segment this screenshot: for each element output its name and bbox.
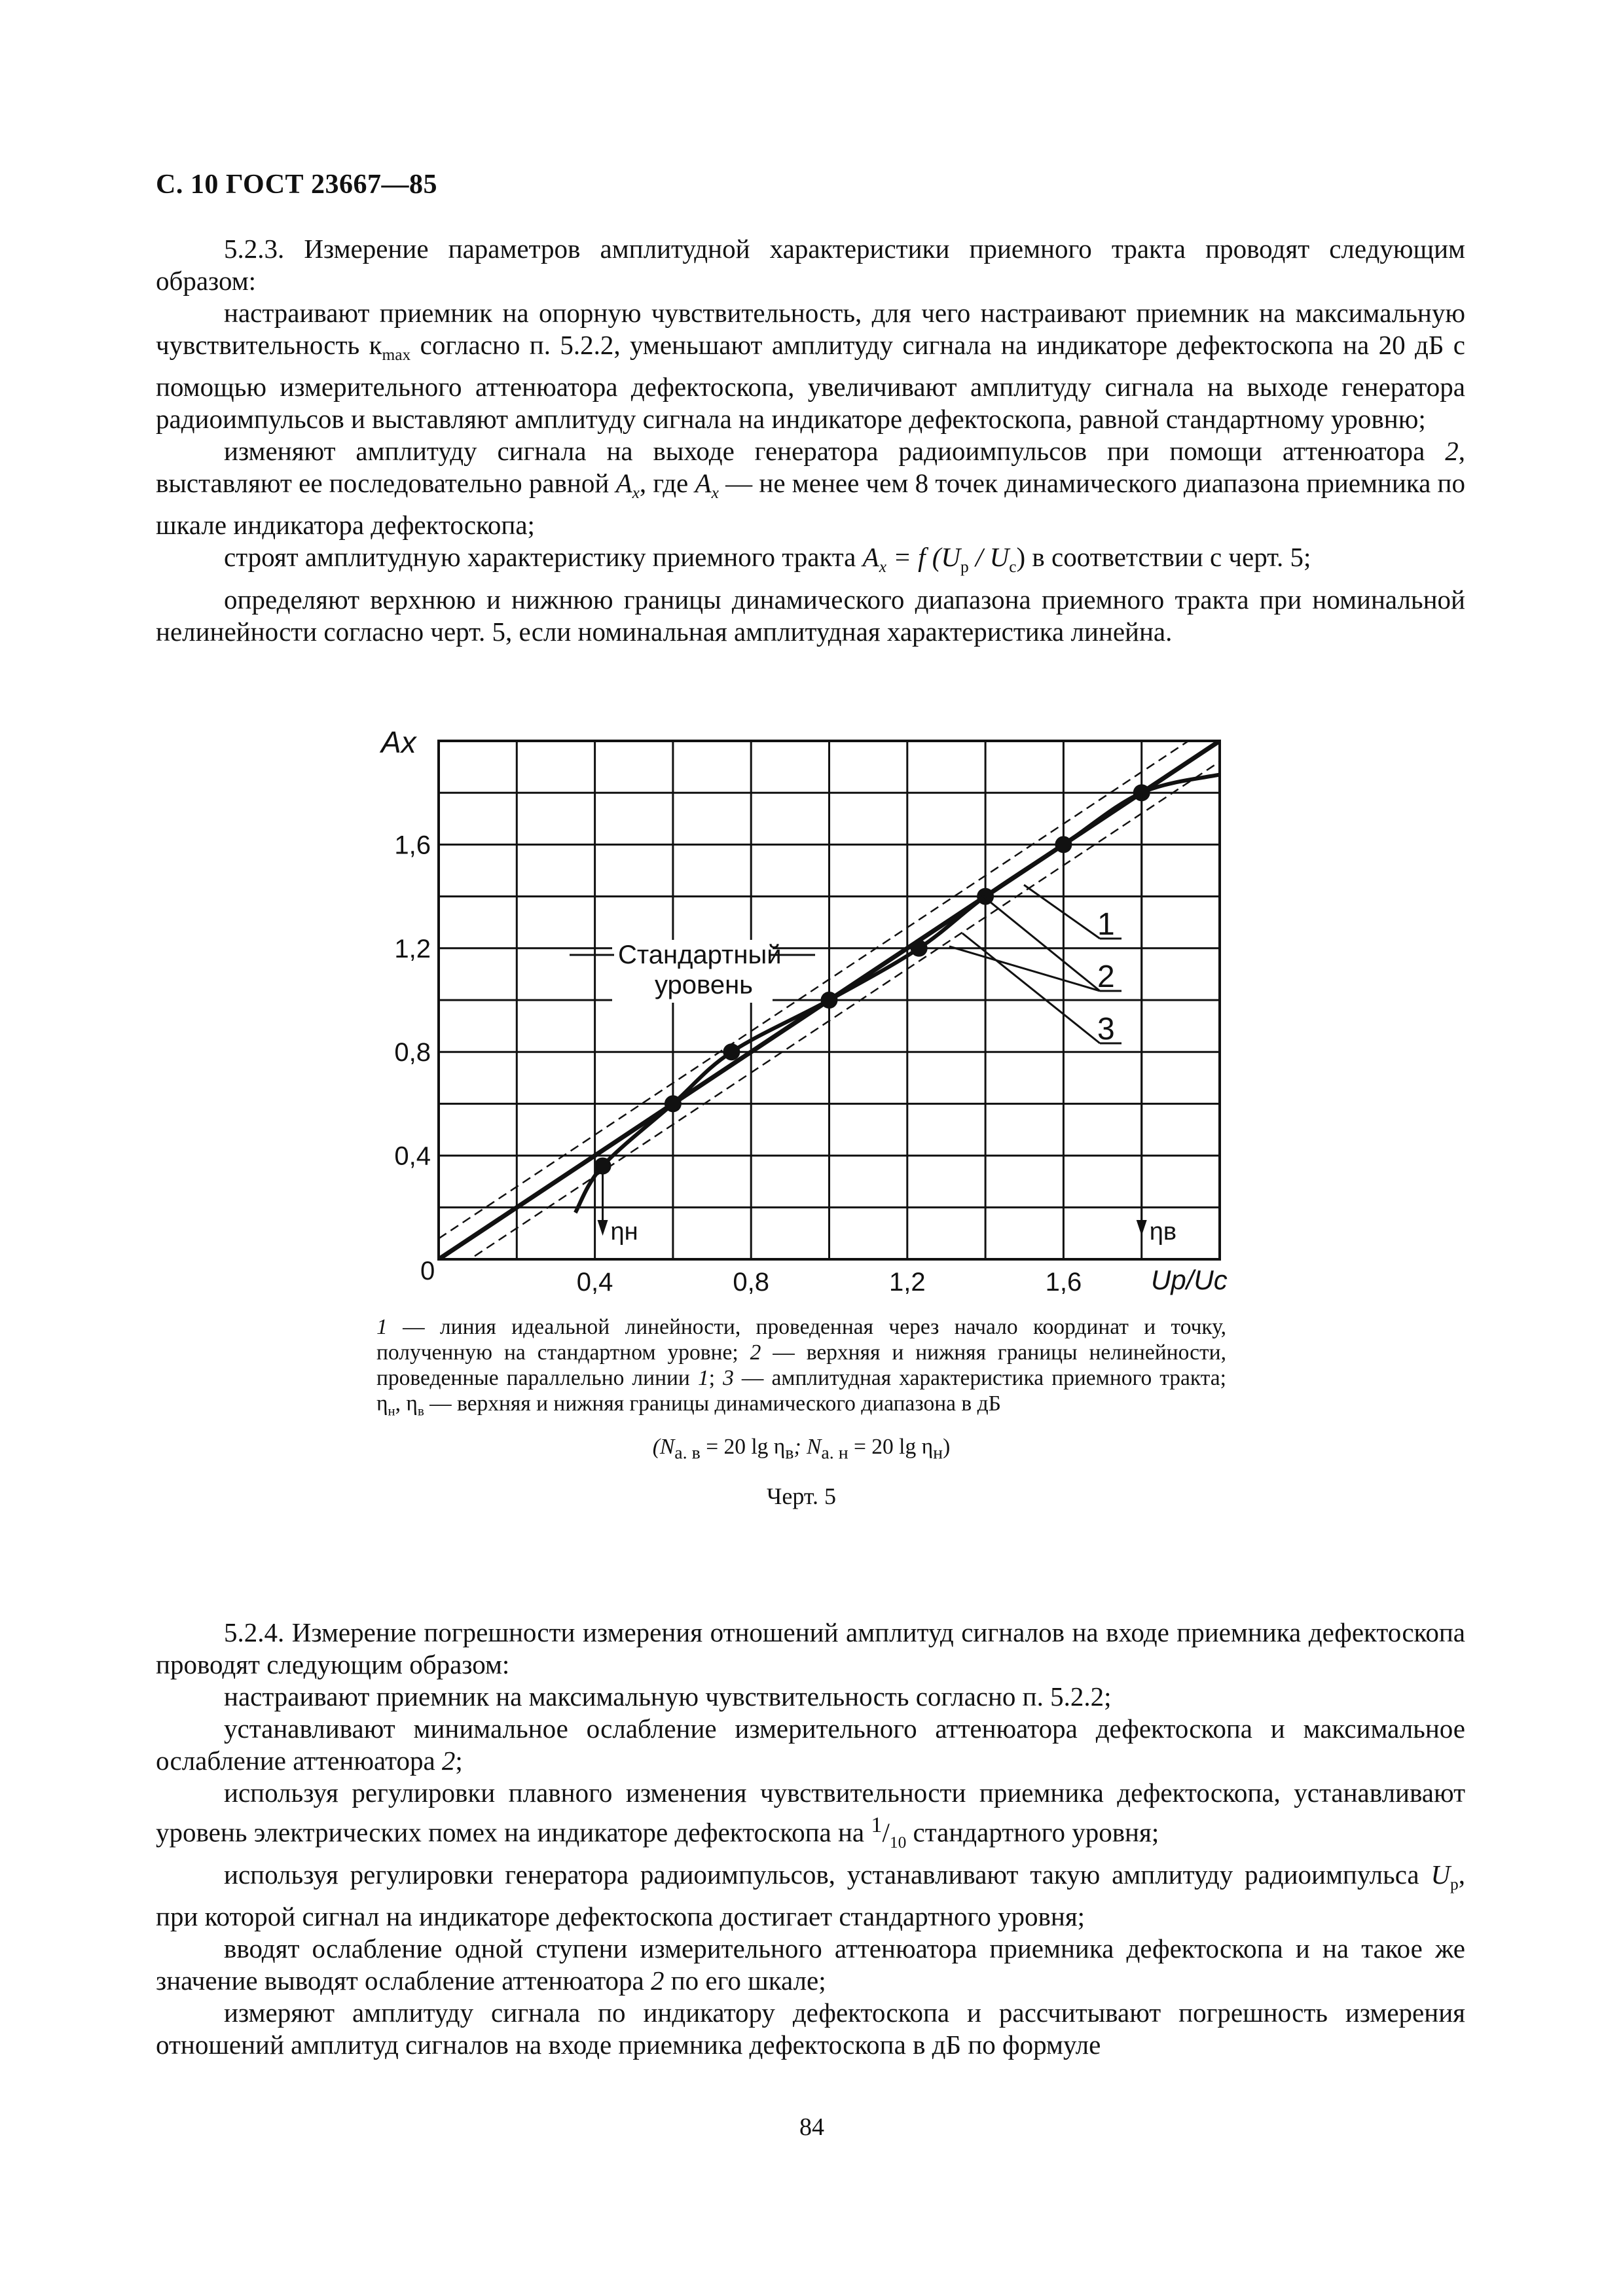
page-number: 84 — [799, 2113, 824, 2141]
paragraph-max-sensitivity: настраивают приемник на максимальную чувствительность согласно п. 5.2.2; — [224, 1681, 1112, 1712]
eta-high-label: ηв — [1149, 1218, 1177, 1246]
callout-2-label: 2 — [1097, 960, 1115, 994]
paragraph-measure-error: измеряют амплитуду сигнала по индикатору дефектоскопа и рассчитывают погрешность измерения отношений амплитуд сигналов на входе приемника дефектоскопа в дБ по формуле — [156, 1998, 1465, 2060]
paragraph-build-characteristic: строят амплитудную характеристику приемного тракта $A_x = f$ $(U_р / U_с)$ в соответствии с черт. 5; — [224, 542, 1311, 577]
callout-labels — [949, 885, 1122, 1047]
callout-1-leader — [1024, 885, 1100, 939]
standard-level-label-line1: Стандартный — [618, 941, 782, 969]
paragraph-pulse-amplitude: используя регулировки генератора радиоимпульсов, устанавливают такую амплитуду радиоимпульса $U_р$, при которой сигнал на индикаторе дефектоскопа достигает стандартного уровня; — [156, 1859, 1465, 1932]
paragraph-attenuator: изменяют амплитуду сигнала на выходе генератора радиоимпульсов при помощи аттенюатора 2, выставляют ее последовательно равной $A_x$, где $A_x$ — не менее чем 8 точек динамического диапазона приемника по шкале индикатора дефектоскопа; — [156, 436, 1465, 541]
origin-label: 0 — [420, 1257, 435, 1285]
top-text — [156, 233, 1465, 648]
x-axis-label: Uр/Uс — [1151, 1265, 1228, 1295]
eta-low-label: ηн — [610, 1218, 638, 1246]
chart-annotations — [379, 726, 1228, 1295]
eta-high-arrow-icon — [1137, 1220, 1147, 1236]
data-point — [911, 940, 928, 957]
x-tick-label: 1,6 — [1045, 1268, 1082, 1297]
x-tick-label: 0,4 — [576, 1268, 613, 1297]
paragraph-min-attenuation: устанавливают минимальное ослабление измерительного аттенюатора дефектоскопа и максимальное ослабление аттенюатора 2; — [156, 1713, 1465, 1776]
eta-low-arrow-icon — [598, 1220, 608, 1236]
standard-level-label-line2: уровень — [655, 971, 754, 999]
callout-3-leader — [962, 933, 1100, 1043]
page-header: С. 10 ГОСТ 23667—85 — [156, 170, 438, 200]
data-point — [723, 1043, 740, 1060]
figure-number: Черт. 5 — [767, 1483, 836, 1509]
y-tick-label: 0,4 — [394, 1141, 431, 1171]
paragraph-5-2-3: 5.2.3. Измерение параметров амплитудной характеристики приемного тракта проводят следующим образом: — [156, 234, 1465, 296]
caption-formula: ($N_{а. в} = 20$ $\lg \eta_в$; $N_{а. н} = 20$ $\lg \eta_н$) — [652, 1435, 951, 1463]
y-tick-label: 0,8 — [394, 1038, 431, 1067]
y-tick-label: 1,2 — [394, 934, 431, 963]
callout-2-leader-upper — [982, 895, 1100, 991]
paragraph-determine-range: определяют верхнюю и нижнюю границы динамического диапазона приемного тракта при номинальной нелинейности согласно черт. 5, если номинальная амплитудная характеристика линейна. — [156, 584, 1465, 647]
callout-1-label: 1 — [1097, 907, 1115, 942]
paragraph-5-2-4: 5.2.4. Измерение погрешности измерения отношений амплитуд сигналов на входе приемника дефектоскопа проводят следующим образом: — [156, 1617, 1465, 1679]
x-tick-label: 1,2 — [888, 1268, 926, 1297]
x-tick-label: 0,8 — [733, 1268, 770, 1297]
y-tick-label: 1,6 — [394, 831, 431, 860]
data-point — [821, 992, 838, 1009]
amplitude-characteristic-chart — [367, 726, 1237, 1302]
data-point — [665, 1095, 682, 1112]
paragraph-sensitivity: настраивают приемник на опорную чувствительность, для чего настраивают приемник на максимальную чувствительность $к_{max}$ согласно п. 5.2.2, уменьшают амплитуду сигнала на индикаторе дефектоскопа на 20 дБ с помощью измерительного аттенюатора дефектоскопа, увеличивают амплитуду сигнала на выходе генератора радиоимпульсов и выставляют амплитуду сигнала на индикаторе дефектоскопа, равной стандартному уровню; — [156, 298, 1466, 435]
y-axis-label: Ax — [381, 726, 416, 759]
data-point — [1055, 836, 1072, 853]
figure-caption: 1 — линия идеальной линейности, проведенная через начало координат и точку, полученную на стандартном уровне; 2 — верхняя и нижняя границы нелинейности, проведенные параллельно линии 1; 3 — амплитудная характеристика приемного тракта; $\eta_н$, $\eta_в$ — верхняя и нижняя границы динамического диапазона в дБ — [376, 1315, 1226, 1419]
eta-markers — [598, 793, 1176, 1246]
callout-3-label: 3 — [1097, 1012, 1115, 1047]
paragraph-attenuation-step: вводят ослабление одной ступени измерительного аттенюатора приемника дефектоскопа и на такое же значение выводят ослабление аттенюатора 2 по его шкале; — [156, 1933, 1465, 1996]
paragraph-noise-level: используя регулировки плавного изменения чувствительности приемника дефектоскопа, устанавливают уровень электрических помех на индикаторе дефектоскопа на $^1/_{10}$ стандартного уровня; — [156, 1778, 1465, 1852]
bottom-text — [156, 1617, 1465, 2061]
